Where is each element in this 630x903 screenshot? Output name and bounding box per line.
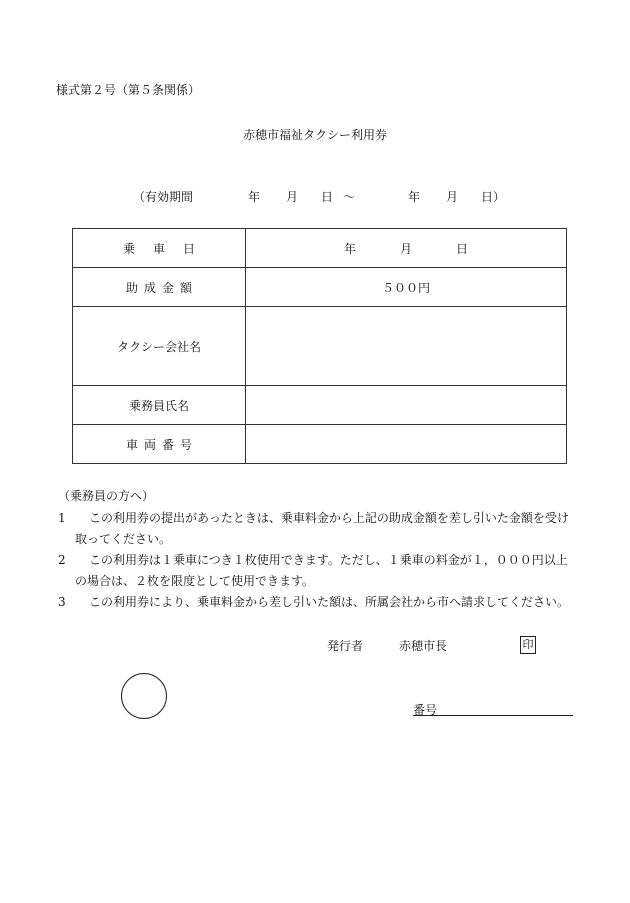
ticket-table: [72, 228, 567, 464]
driver-notes: [58, 487, 583, 613]
seal-mark: 印: [520, 636, 536, 654]
boarding-date-value[interactable]: 年 月 日: [246, 229, 567, 268]
validity-tilde: ～: [343, 190, 356, 204]
validity-period: [133, 188, 506, 204]
validity-day-start: 日: [321, 190, 334, 204]
validity-year-start: 年: [248, 190, 261, 204]
note-item: 3 この利用券により、乗車料金から差し引いた額は、所属会社から市へ請求してください。: [58, 595, 570, 609]
number-label: 番号: [413, 703, 438, 717]
taxi-company-label: タクシー会社名: [73, 307, 246, 386]
issuer-name: 赤穂市長: [399, 639, 448, 653]
vehicle-number-field[interactable]: [246, 425, 567, 464]
validity-month-start: 月: [286, 190, 299, 204]
validity-day-end: 日）: [481, 190, 506, 204]
number-underline[interactable]: [413, 715, 573, 716]
issuer-label: 発行者: [327, 639, 364, 653]
validity-open: （有効期間: [133, 190, 194, 204]
taxi-company-field[interactable]: [246, 307, 567, 386]
subsidy-amount-value: ５００円: [246, 268, 567, 307]
validity-month-end: 月: [446, 190, 459, 204]
boarding-date-label: 乗 車 日: [73, 229, 246, 268]
notes-heading: （乗務員の方へ）: [58, 489, 155, 503]
form-id: 様式第２号（第５条関係）: [56, 83, 201, 97]
document-title: 赤穂市福祉タクシー利用券: [242, 128, 387, 142]
note-item: 2 この利用券は１乗車につき１枚使用できます。ただし、１乗車の料金が１，０００円以上 の場合は、２枚を限度として使用できます。: [58, 553, 568, 588]
note-item: 1 この利用券の提出があったときは、乗車料金から上記の助成金額を差し引いた金額を受け 取ってください。: [58, 511, 569, 546]
subsidy-amount-label: 助 成 金 額: [73, 268, 246, 307]
driver-name-field[interactable]: [246, 386, 567, 425]
validity-year-end: 年: [408, 190, 421, 204]
driver-name-label: 乗務員氏名: [73, 386, 246, 425]
vehicle-number-label: 車 両 番 号: [73, 425, 246, 464]
stamp-circle-icon: [121, 673, 167, 719]
